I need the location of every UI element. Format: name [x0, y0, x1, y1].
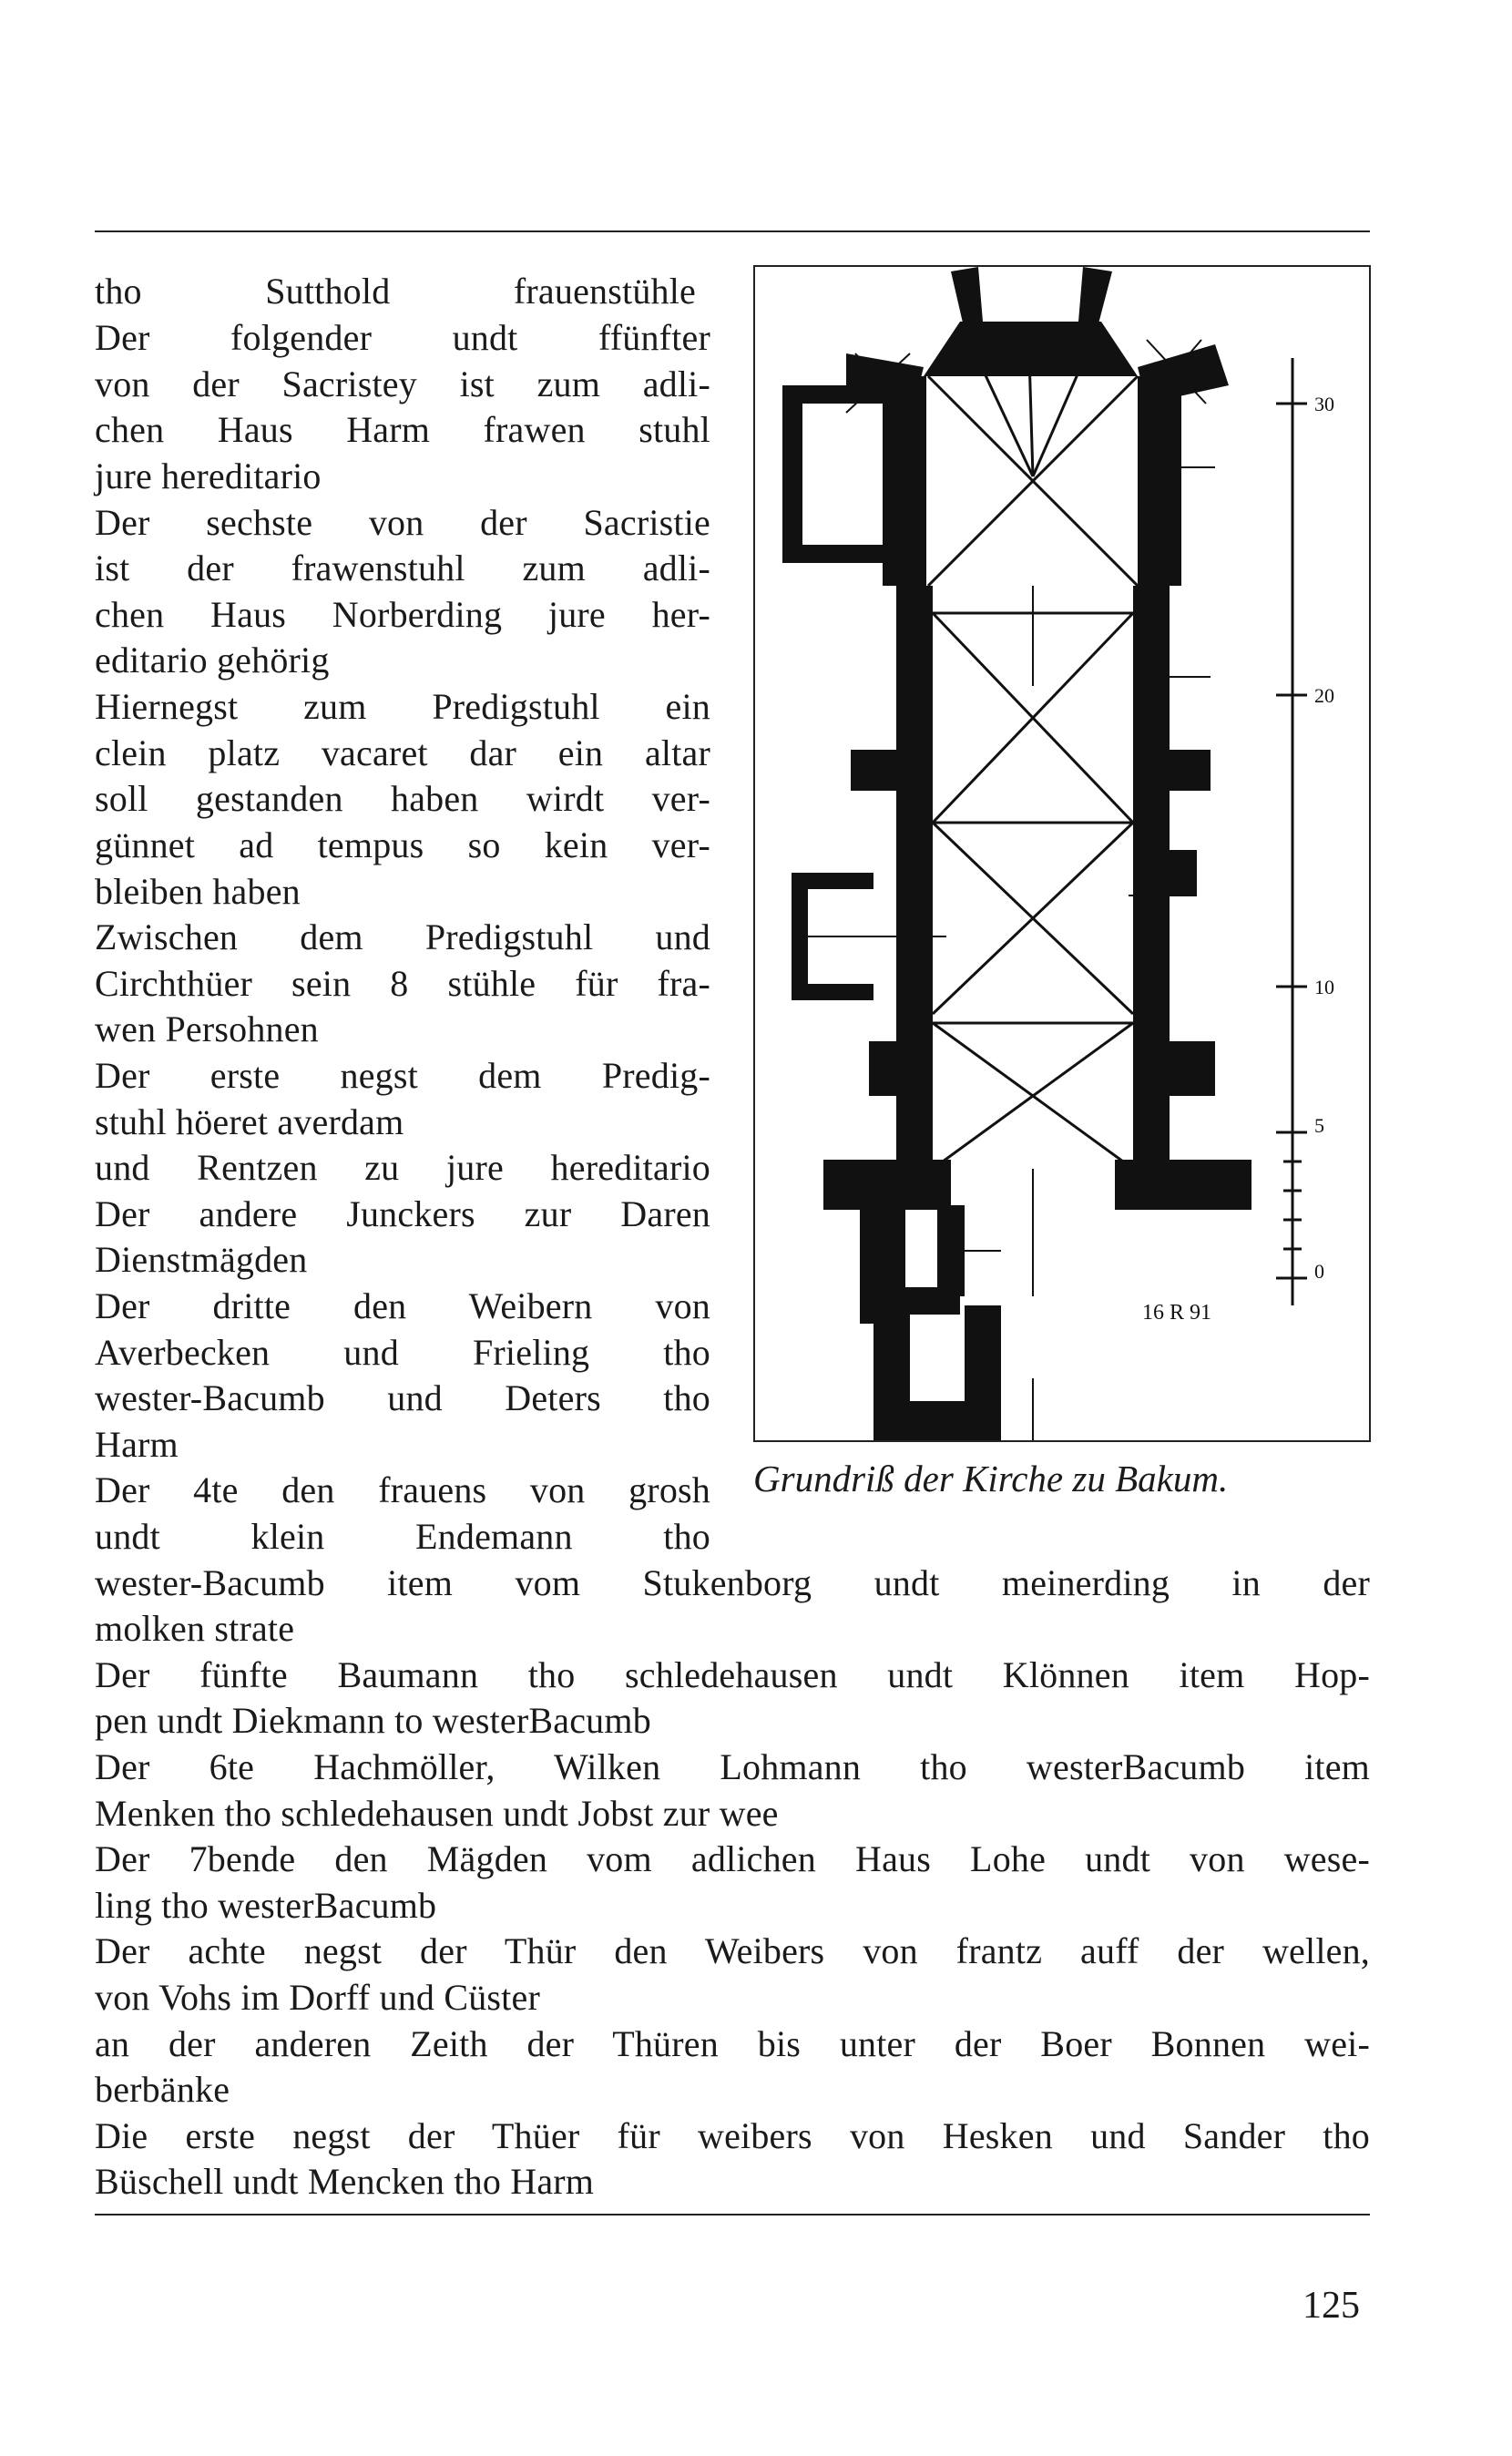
plan-mark: 16 R 91: [1142, 1301, 1212, 1325]
text-line: Harm: [95, 1424, 179, 1465]
floor-plan-drawing: [755, 267, 1369, 1440]
text-line: Menken tho schledehausen undt Jobst zur wee: [95, 1793, 779, 1834]
text-line: Zwischen dem Predigstuhl und: [95, 916, 710, 957]
scale-label: 10: [1314, 976, 1334, 998]
church-floor-plan-figure: [753, 265, 1371, 1442]
text-line: Der achte negst der Thür den Weibers von frantz auff der wellen,: [95, 1930, 1370, 1971]
text-line: Der erste negst dem Predig-: [95, 1055, 710, 1096]
bottom-rule: [95, 2214, 1370, 2216]
scale-label: 0: [1314, 1260, 1324, 1283]
choir-wall-right: [1138, 376, 1181, 586]
apse-buttress-left: [951, 267, 983, 331]
text-line: molken strate: [95, 1608, 295, 1649]
text-line: tho Sutthold frauenstühle: [95, 271, 696, 312]
text-line: Circhthüer sein 8 stühle für fra-: [95, 963, 710, 1004]
buttress: [1170, 850, 1197, 895]
text-line: Die erste negst der Thüer für weibers von Hesken und Sander tho: [95, 2115, 1370, 2156]
text-line: editario gehörig: [95, 640, 330, 681]
buttress: [851, 750, 905, 791]
scale-label: 30: [1314, 393, 1334, 415]
text-line: bleiben haben: [95, 871, 301, 912]
scale-label: 20: [1314, 684, 1334, 707]
tower-base: [873, 1401, 1001, 1440]
text-line: ist der frawenstuhl zum adli-: [95, 547, 710, 588]
west-wall-right: [1115, 1160, 1251, 1210]
figure-caption: Grundriß der Kirche zu Bakum.: [753, 1458, 1229, 1499]
text-line: clein platz vacaret dar ein altar: [95, 732, 710, 773]
scale-label: 5: [1314, 1114, 1324, 1137]
buttress: [1160, 750, 1211, 791]
buttress: [1160, 1041, 1215, 1096]
text-line: Der 7bende den Mägden vom adlichen Haus Lohe undt von wese-: [95, 1838, 1370, 1879]
text-line: ling tho westerBacumb: [95, 1885, 437, 1926]
text-line: von der Sacristey ist zum adli-: [95, 363, 710, 404]
text-line: chen Haus Norberding jure her-: [95, 594, 710, 635]
text-line: Averbecken und Frieling tho: [95, 1332, 710, 1373]
buttress: [869, 1041, 924, 1096]
text-line: Der fünfte Baumann tho schledehausen undt Klönnen item Hop-: [95, 1654, 1370, 1695]
text-line: berbänke: [95, 2069, 230, 2110]
text-line: Der sechste von der Sacristie: [95, 502, 710, 543]
text-line: undt klein Endemann tho: [95, 1516, 710, 1557]
top-rule: [95, 230, 1370, 232]
text-line: an der anderen Zeith der Thüren bis unter der Boer Bonnen wei-: [95, 2023, 1370, 2064]
text-line: soll gestanden haben wirdt ver-: [95, 778, 710, 819]
text-line: und Rentzen zu jure hereditario: [95, 1147, 710, 1188]
nave-wall-left: [896, 586, 933, 1205]
text-line: von Vohs im Dorff und Cüster: [95, 1977, 540, 2018]
text-line: Der 4te den frauens von grosh: [95, 1469, 710, 1510]
porch-wall-bottom: [792, 984, 873, 1000]
text-line: Der andere Junckers zur Daren: [95, 1193, 710, 1234]
apse-buttress-right: [1078, 267, 1112, 331]
text-line: stuhl höeret averdam: [95, 1101, 404, 1142]
text-line: Büschell undt Mencken tho Harm: [95, 2161, 595, 2202]
text-line: günnet ad tempus so kein ver-: [95, 824, 710, 865]
text-line: chen Haus Harm frawen stuhl: [95, 409, 710, 450]
text-line: pen undt Diekmann to westerBacumb: [95, 1700, 651, 1741]
text-line: jure hereditario: [95, 455, 322, 496]
text-line: wester-Bacumb und Deters tho: [95, 1377, 710, 1418]
text-line: wen Persohnen: [95, 1008, 319, 1049]
text-line: Der 6te Hachmöller, Wilken Lohmann tho westerBacumb item: [95, 1746, 1370, 1787]
west-wall-left: [823, 1160, 951, 1210]
page-number: 125: [1303, 2285, 1360, 2327]
text-line: Der dritte den Weibern von: [95, 1285, 710, 1326]
text-line: Der folgender undt ffünfter: [95, 317, 710, 358]
text-line: Hiernegst zum Predigstuhl ein: [95, 686, 710, 727]
sacristy-wall-left: [782, 385, 802, 563]
text-line: wester-Bacumb item vom Stukenborg undt meinerding in der: [95, 1562, 1370, 1603]
text-line: Dienstmägden: [95, 1239, 308, 1280]
sacristy-wall-bottom: [782, 545, 892, 563]
